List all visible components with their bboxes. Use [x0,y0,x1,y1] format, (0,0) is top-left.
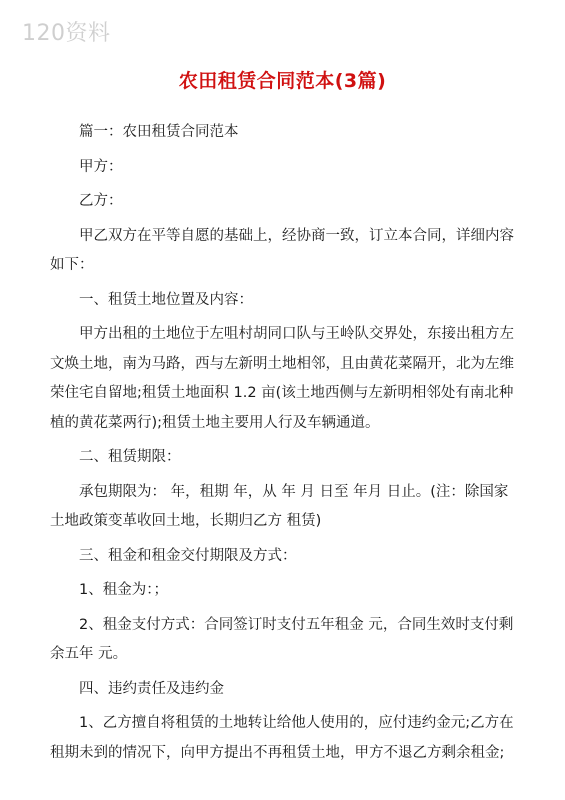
rent-amount-line: 1、租金为：； [79,582,168,598]
breach-paragraph: 1、乙方擅自将租赁的土地转让给他人使用的，应付违约金元;乙方在租期未到的情况下，向甲方提出不再租赁土地，甲方不退乙方剩余租金; [50,715,514,761]
document-title: 农田租赁合同范本(3篇) [178,70,387,92]
section-heading-term: 二、租赁期限： [79,449,181,465]
watermark: 120资料 [22,21,111,46]
intro-paragraph: 甲乙双方在平等自愿的基础上，经协商一致，订立本合同，详细内容如下： [50,227,514,273]
document-body [50,118,520,773]
party-b-line: 乙方： [79,193,123,209]
party-a-line: 甲方： [79,158,123,175]
location-paragraph: 甲方出租的土地位于左咀村胡同口队与王岭队交界处，东接出租方左文焕土地，南为马路，西与左新明土地相邻，且由黄花菜隔开，北为左维荣住宅自留地;租赁土地面积 1.2 亩(该土地西侧与左新明相邻处有南北种植的黄花菜两行);租赁土地主要用人行及车辆通道。 [50,326,514,431]
section-heading-breach: 四、违约责任及违约金 [79,680,224,697]
rent-payment-paragraph: 2、租金支付方式：合同签订时支付五年租金 元，合同生效时支付剩余五年 元。 [50,616,514,662]
section-heading-location: 一、租赁土地位置及内容： [79,291,253,308]
term-paragraph: 承包期限为： 年，租期 年，从 年 月 日至 年月 日止。(注：除国家土地政策变革收回土地，长期归乙方 租赁) [50,483,509,529]
section-heading-part-one: 篇一：农田租赁合同范本 [79,124,239,140]
section-heading-rent: 三、租金和租金交付期限及方式： [79,547,297,564]
